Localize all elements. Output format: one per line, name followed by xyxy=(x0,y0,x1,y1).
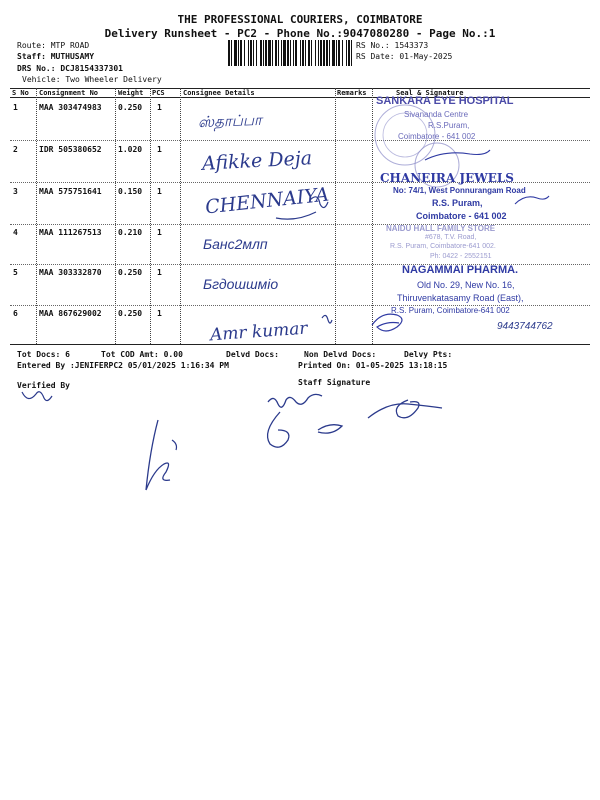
drs-number: DRS No.: DCJ8154337301 xyxy=(17,64,123,73)
row-pcs: 1 xyxy=(157,228,162,237)
entered-by: Entered By :JENIFERPC2 05/01/2025 1:16:34 PM xyxy=(17,361,229,370)
pharma-stamp-line: R.S. Puram, Coimbatore-641 002 xyxy=(391,306,510,315)
row-pcs: 1 xyxy=(157,187,162,196)
pharma-stamp-line: Thiruvenkatasamy Road (East), xyxy=(397,293,524,303)
row-weight: 0.150 xyxy=(118,187,143,196)
pharma-stamp-line: Old No. 29, New No. 16, xyxy=(417,280,515,290)
row-sno: 4 xyxy=(13,228,18,237)
row-pcs: 1 xyxy=(157,309,162,318)
jewels-stamp-name: CHANEIRA JEWELS xyxy=(380,171,514,185)
hospital-stamp-name: SANKARA EYE HOSPITAL xyxy=(376,95,514,107)
row-weight: 0.250 xyxy=(118,268,143,277)
row-pcs: 1 xyxy=(157,268,162,277)
hospital-stamp-line: Sivananda Centre xyxy=(404,110,469,119)
row-sno: 1 xyxy=(13,103,18,112)
total-cod: Tot COD Amt: 0.00 xyxy=(101,350,183,359)
col-header-pcs: PCS xyxy=(152,89,165,97)
vehicle-label: Vehicle: Two Wheeler Delivery xyxy=(22,75,162,84)
rs-number: RS No.: 1543373 xyxy=(356,41,429,50)
row-consignment: MAA 867629002 xyxy=(39,309,102,318)
naidu-stamp-line: R.S. Puram, Coimbatore-641 002. xyxy=(390,243,496,250)
row-sno: 6 xyxy=(13,309,18,318)
row-consignment: MAA 303332870 xyxy=(39,268,102,277)
col-header-remarks: Remarks xyxy=(337,89,367,97)
row-consignment: IDR 505380652 xyxy=(39,145,102,154)
row-weight: 0.210 xyxy=(118,228,143,237)
hospital-stamp-line: R.S.Puram, xyxy=(428,121,470,130)
pharma-stamp-name: NAGAMMAI PHARMA. xyxy=(402,264,519,276)
row-sno: 3 xyxy=(13,187,18,196)
consignee-signature: CHENNAIYA xyxy=(204,183,331,219)
row-weight: 0.250 xyxy=(118,103,143,112)
row-sno: 5 xyxy=(13,268,18,277)
printed-on: Printed On: 01-05-2025 13:18:15 xyxy=(298,361,448,370)
row-consignment: MAA 111267513 xyxy=(39,228,102,237)
consignee-signature: Amr kumar xyxy=(209,318,309,346)
col-header-seal: Seal & Signature xyxy=(396,89,464,97)
row-consignment: MAA 575751641 xyxy=(39,187,102,196)
col-header-consignee: Consignee Details xyxy=(183,89,255,97)
company-title: THE PROFESSIONAL COURIERS, COIMBATORE xyxy=(177,13,423,26)
consignee-signature: Afikke Deja xyxy=(201,147,313,175)
naidu-stamp-line: Ph: 0422 - 2552151 xyxy=(430,253,492,260)
jewels-stamp-line: Coimbatore - 641 002 xyxy=(416,211,507,221)
row-consignment: MAA 303474983 xyxy=(39,103,102,112)
hospital-stamp-line: Coimbatore - 641 002 xyxy=(398,132,476,141)
col-header-sno: S No xyxy=(12,89,29,97)
naidu-stamp-line: #678, T.V. Road, xyxy=(425,234,477,241)
row-weight: 0.250 xyxy=(118,309,143,318)
route-label: Route: MTP ROAD xyxy=(17,41,90,50)
rs-date: RS Date: 01-May-2025 xyxy=(356,52,453,61)
non-delivered-docs: Non Delvd Docs: xyxy=(304,350,377,359)
verified-by-label: Verified By xyxy=(17,381,70,390)
staff-signature-label: Staff Signature xyxy=(298,378,371,387)
runsheet-subtitle: Delivery Runsheet - PC2 - Phone No.:9047080280 - Page No.:1 xyxy=(104,27,496,40)
delivered-docs: Delvd Docs: xyxy=(226,350,279,359)
jewels-stamp-line: R.S. Puram, xyxy=(432,198,483,208)
consignee-signature: ஸ்தாப்பா xyxy=(197,111,263,132)
staff-label: Staff: MUTHUSAMY xyxy=(17,52,95,61)
delivery-points: Delvy Pts: xyxy=(404,350,453,359)
col-header-consignment: Consignment No xyxy=(39,89,99,97)
total-docs: Tot Docs: 6 xyxy=(17,350,70,359)
row-pcs: 1 xyxy=(157,103,162,112)
row-sno: 2 xyxy=(13,145,18,154)
jewels-stamp-line: No: 74/1, West Ponnurangam Road xyxy=(393,186,526,195)
phone-handwritten: 9443744762 xyxy=(497,321,553,332)
col-header-weight: Weight xyxy=(118,89,144,97)
consignee-signature: Бгдошшміо xyxy=(203,276,279,292)
consignee-signature: Банс2млп xyxy=(203,236,268,252)
row-weight: 1.020 xyxy=(118,145,143,154)
row-pcs: 1 xyxy=(157,145,162,154)
naidu-stamp-name: NAIDU HALL FAMILY STORE xyxy=(386,224,496,233)
